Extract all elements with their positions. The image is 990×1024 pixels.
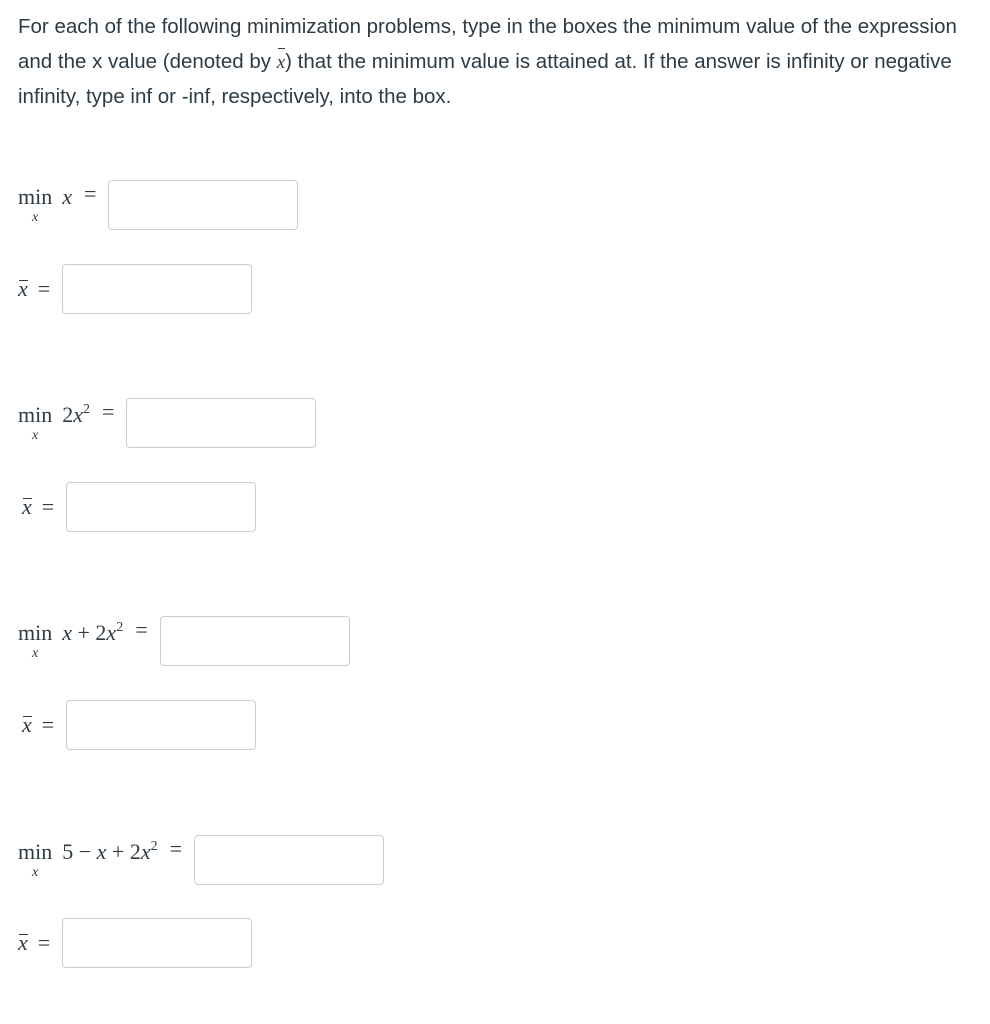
equals-sign: = <box>41 712 55 737</box>
xbar-symbol: x <box>18 930 28 955</box>
min-subscript: x <box>32 645 39 661</box>
min-operator: min <box>18 183 53 209</box>
problem-4-argmin-input[interactable] <box>62 918 252 968</box>
equals-sign: = <box>84 181 97 206</box>
problem-2-xbar-row <box>18 482 256 532</box>
equals-sign: = <box>41 494 55 519</box>
min-expression <box>18 840 158 881</box>
problem-2-min-row <box>18 398 316 448</box>
objective-expression: $2x^2$ <box>62 401 90 427</box>
exponent: 2 <box>83 401 90 417</box>
min-operator: min <box>18 401 53 427</box>
equals-sign: = <box>135 617 148 642</box>
min-operator: min <box>18 838 53 864</box>
problem-1-min-value-input[interactable] <box>108 180 298 230</box>
problem-1-argmin-input[interactable] <box>62 264 252 314</box>
objective-expression: $5 - x + 2x^2$ <box>62 838 158 864</box>
problem-1-min-row <box>18 180 298 230</box>
problem-3-min-row <box>18 616 350 666</box>
min-subscript: x <box>32 427 39 443</box>
equals-sign: = <box>102 399 115 424</box>
exponent: 2 <box>116 619 124 635</box>
problem-4-min-row <box>18 835 384 885</box>
equals-sign: = <box>37 930 51 955</box>
instructions-paragraph <box>18 10 973 115</box>
xbar-symbol: x <box>18 276 28 301</box>
exponent: 2 <box>150 838 158 854</box>
instructions-text-part2: ) that the minimum value is attained at. If the answer is infinity or negative infinity, type inf or -inf, respectively, into the box. <box>18 49 952 108</box>
problem-2-min-value-input[interactable] <box>126 398 316 448</box>
equals-sign: = <box>37 276 51 301</box>
instructions-text-part1: For each of the following minimization problems, type in the boxes the minimum value of the expression and the x value (denoted by <box>18 15 957 73</box>
problem-3-xbar-row <box>18 700 256 750</box>
min-expression <box>18 621 123 662</box>
min-expression <box>18 403 90 444</box>
min-subscript: x <box>32 209 39 225</box>
xbar-symbol-inline: x <box>277 46 285 81</box>
xbar-symbol: x <box>22 494 32 519</box>
problem-3-min-value-input[interactable] <box>160 616 350 666</box>
problem-1-xbar-row <box>18 264 252 314</box>
objective-expression: $x + 2x^2$ <box>62 619 124 645</box>
equals-sign: = <box>169 836 183 861</box>
min-expression <box>18 185 72 226</box>
problem-4-xbar-row <box>18 918 252 968</box>
min-subscript: x <box>32 864 39 880</box>
problem-2-argmin-input[interactable] <box>66 482 256 532</box>
xbar-symbol: x <box>22 712 32 737</box>
min-operator: min <box>18 619 53 645</box>
problem-3-argmin-input[interactable] <box>66 700 256 750</box>
objective-expression: x <box>62 183 72 209</box>
problem-4-min-value-input[interactable] <box>194 835 384 885</box>
